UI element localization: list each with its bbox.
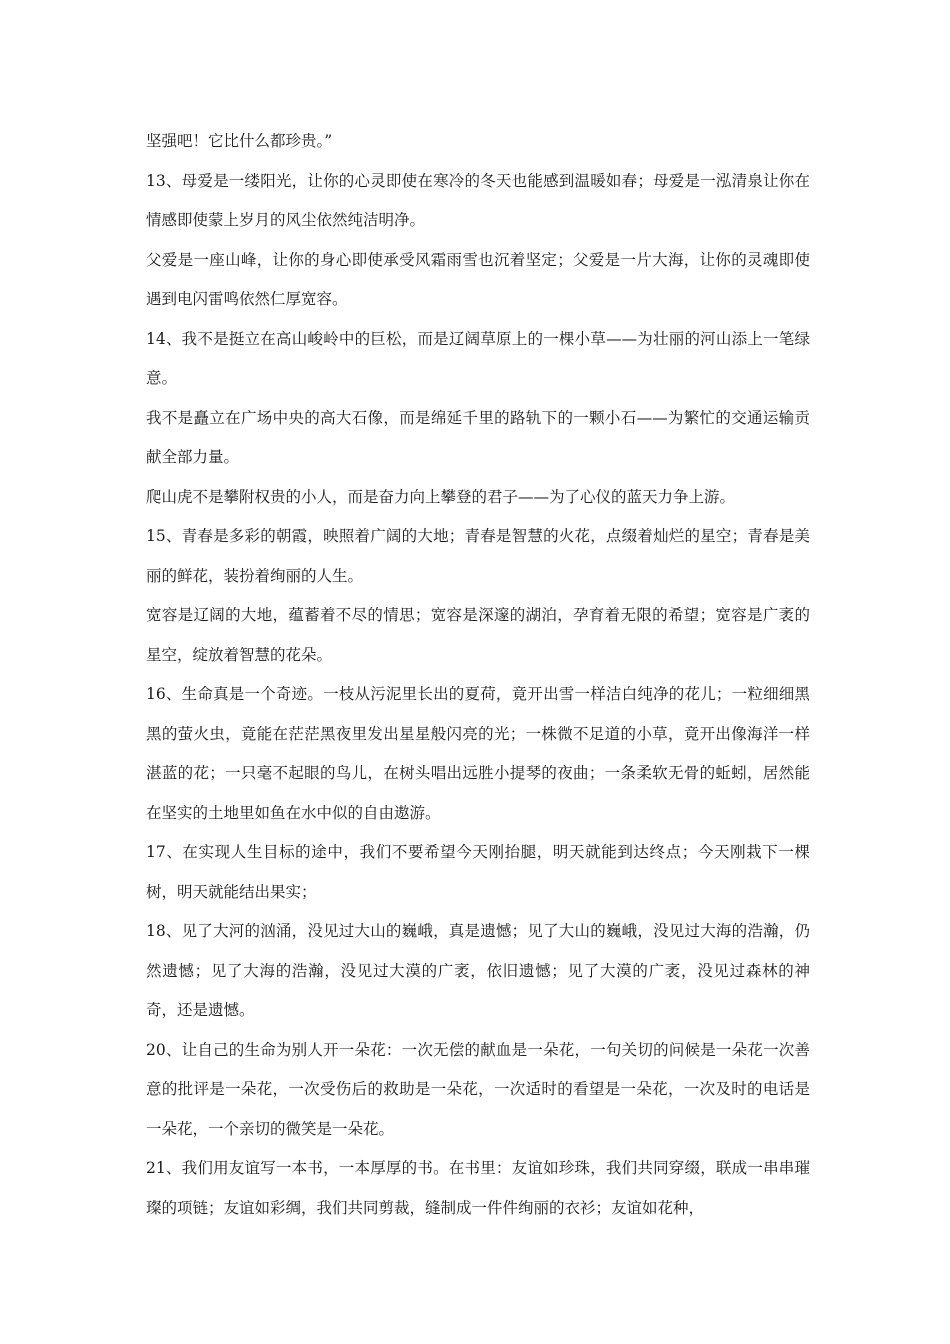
paragraph-18-regrets: 18、见了大河的汹涌，没见过大山的巍峨，真是遗憾；见了大山的巍峨，没见过大海的浩瀚，仍然遗憾；见了大海的浩瀚，没见过大漠的广袤，依旧遗憾；见了大漠的广袤，没见过森林的神奇，还是遗憾。 xyxy=(146,922,810,1019)
paragraph-tolerance: 宽容是辽阔的大地，蕴蓄着不尽的情思；宽容是深邃的湖泊，孕育着无限的希望；宽容是广袤的星空，绽放着智慧的花朵。 xyxy=(146,606,810,664)
paragraph-continuation: 坚强吧！它比什么都珍贵。” xyxy=(146,132,333,150)
paragraph-20-flowers: 20、让自己的生命为别人开一朵花：一次无偿的献血是一朵花，一句关切的问候是一朵花一次善意的批评是一朵花，一次受伤后的救助是一朵花，一次适时的看望是一朵花，一次及时的电话是一朵花，一个亲切的微笑是一朵花。 xyxy=(146,1040,810,1138)
paragraph-16-life-miracle: 16、生命真是一个奇迹。一枝从污泥里长出的夏荷，竟开出雪一样洁白纯净的花儿；一粒细细黑黑的萤火虫，竟能在茫茫黑夜里发出星星般闪亮的光；一株微不足道的小草，竟开出像海洋一样湛蓝的花；一只毫不起眼的鸟儿，在树头唱出远胜小提琴的夜曲；一条柔软无骨的蚯蚓，居然能在坚实的土地里如鱼在水中似的自由遨游。 xyxy=(146,685,810,822)
paragraph-ivy: 爬山虎不是攀附权贵的小人，而是奋力向上攀登的君子——为了心仪的蓝天力争上游。 xyxy=(146,487,736,506)
document-page xyxy=(146,122,810,1228)
paragraph-small-stone: 我不是矗立在广场中央的高大石像，而是绵延千里的路轨下的一颗小石——为繁忙的交通运输贡献全部力量。 xyxy=(146,408,810,466)
paragraph-17-life-goals: 17、在实现人生目标的途中，我们不要希望今天刚抬腿，明天就能到达终点；今天刚栽下一棵树，明天就能结出果实； xyxy=(146,843,810,901)
paragraph-21-friendship-book: 21、我们用友谊写一本书，一本厚厚的书。在书里：友谊如珍珠，我们共同穿缀，联成一串串璀璨的项链；友谊如彩绸，我们共同剪裁，缝制成一件件绚丽的衣衫；友谊如花种， xyxy=(146,1159,810,1217)
paragraph-14-small-grass: 14、我不是挺立在高山峻岭中的巨松，而是辽阔草原上的一棵小草——为壮丽的河山添上一笔绿意。 xyxy=(146,329,810,387)
paragraph-15-youth: 15、青春是多彩的朝霞，映照着广阔的大地；青春是智慧的火花，点缀着灿烂的星空；青春是美丽的鲜花，装扮着绚丽的人生。 xyxy=(146,527,810,585)
paragraph-father-love: 父爱是一座山峰，让你的身心即使承受风霜雨雪也沉着坚定；父爱是一片大海，让你的灵魂即使遇到电闪雷鸣依然仁厚宽容。 xyxy=(146,250,810,308)
paragraph-13-mother-love: 13、母爱是一缕阳光，让你的心灵即使在寒冷的冬天也能感到温暖如春；母爱是一泓清泉让你在情感即使蒙上岁月的风尘依然纯洁明净。 xyxy=(146,171,810,229)
